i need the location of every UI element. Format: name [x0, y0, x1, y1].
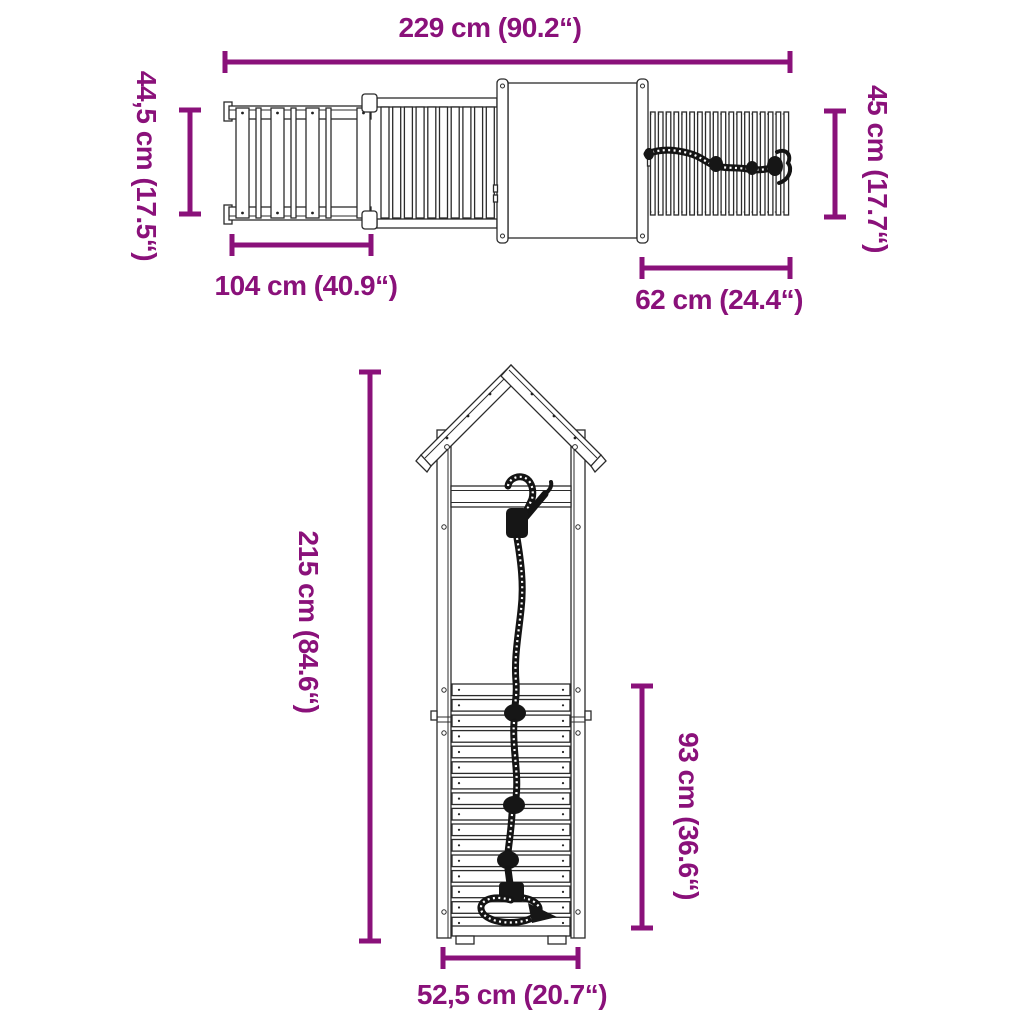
front-view-drawing: [416, 365, 606, 944]
slat: [562, 891, 564, 893]
slat: [562, 922, 564, 924]
slat: [698, 112, 703, 215]
slat: [458, 922, 460, 924]
dimension-label-ladder-width: 44,5 cm (17.5“): [131, 70, 162, 262]
slat: [416, 107, 424, 218]
dimension-label-base-width: 52,5 cm (20.7“): [416, 979, 608, 1010]
slat: [458, 782, 460, 784]
dimension-label-total-length: 229 cm (90.2“): [398, 12, 582, 43]
slat: [562, 844, 564, 846]
slat: [674, 112, 679, 215]
slat: [729, 112, 734, 215]
slat: [690, 112, 695, 215]
slat: [451, 107, 459, 218]
slat: [658, 112, 663, 215]
dimension-label-ramp-width: 45 cm (17.7“): [862, 85, 893, 253]
dimension-label-wall-height: 93 cm (36.6“): [673, 732, 704, 900]
dim-line-base-width: [443, 947, 578, 969]
dim-line-total-height: [359, 372, 381, 941]
top-view-drawing: [224, 79, 790, 243]
dim-line-ramp-length: [642, 257, 790, 279]
slat: [562, 906, 564, 908]
slat: [458, 829, 460, 831]
slat: [458, 751, 460, 753]
slat: [393, 107, 401, 218]
slat: [458, 891, 460, 893]
slat: [562, 829, 564, 831]
slat: [458, 798, 460, 800]
ladder-top-view: [224, 102, 371, 224]
slat: [458, 906, 460, 908]
dim-line-ladder-width: [179, 110, 201, 214]
foot-right: [548, 936, 566, 944]
dim-line-ladder-length: [232, 234, 371, 256]
slat: [475, 107, 483, 218]
bridge-top-view: [362, 94, 497, 229]
slat: [440, 107, 448, 218]
slat: [562, 798, 564, 800]
slat: [562, 751, 564, 753]
slat: [737, 112, 742, 215]
dim-line-wall-height: [631, 686, 653, 928]
slat: [562, 766, 564, 768]
platform-top-view: [494, 79, 652, 243]
slat: [562, 704, 564, 706]
slat: [760, 112, 765, 215]
slat: [562, 875, 564, 877]
slat: [458, 844, 460, 846]
slat: [666, 112, 671, 215]
slat: [452, 762, 570, 774]
slat: [458, 689, 460, 691]
slat: [562, 782, 564, 784]
slat: [458, 735, 460, 737]
slat: [463, 107, 471, 218]
dim-line-ramp-width: [824, 111, 846, 217]
dim-line-total-length: [225, 51, 790, 73]
slat: [452, 684, 570, 696]
slat: [562, 813, 564, 815]
slat: [458, 766, 460, 768]
dimension-label-ramp-length: 62 cm (24.4“): [635, 284, 803, 315]
slat: [458, 704, 460, 706]
slat: [562, 860, 564, 862]
top-beam: [451, 486, 571, 507]
slat: [682, 112, 687, 215]
slat: [562, 720, 564, 722]
slat: [458, 813, 460, 815]
dimension-label-total-height: 215 cm (84.6“): [293, 530, 324, 714]
dimension-label-ladder-length: 104 cm (40.9“): [214, 270, 398, 301]
slat: [562, 735, 564, 737]
slat: [428, 107, 436, 218]
slat: [562, 689, 564, 691]
foot-left: [456, 936, 474, 944]
slat: [381, 107, 389, 218]
slat: [452, 777, 570, 789]
slat: [458, 860, 460, 862]
slat: [651, 112, 656, 215]
slat: [458, 875, 460, 877]
slat: [404, 107, 412, 218]
slat: [458, 720, 460, 722]
